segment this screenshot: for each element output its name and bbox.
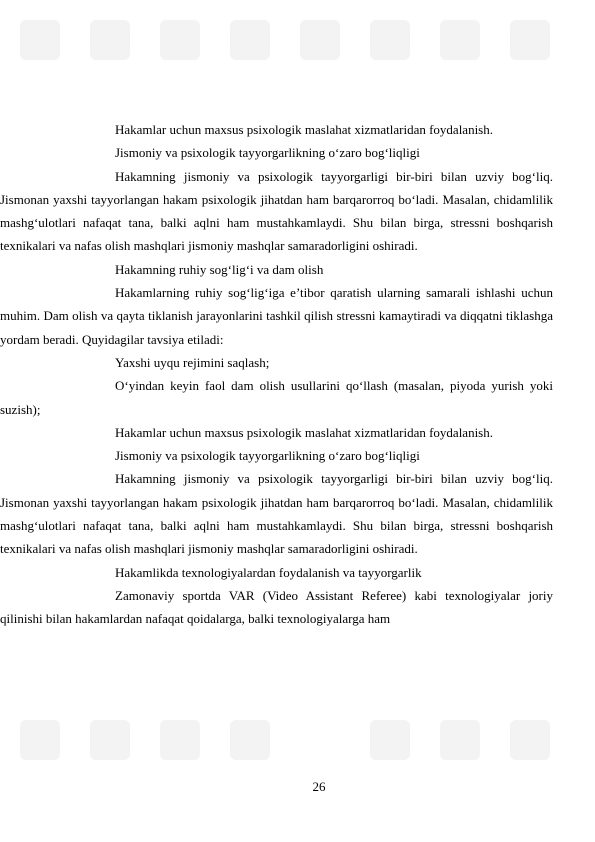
- paragraph-heading: Hakamning ruhiy sog‘lig‘i va dam olish: [115, 261, 324, 277]
- paragraph-body: Hakamlarning ruhiy sog‘lig‘iga e’tibor qaratish ularning samarali ishlashi uchun muhim. Dam olish va qayta tiklanish jarayonlarini tashkil qilish stressni kamaytiradi va diqqatni tiklashga yordam beradi. Quyidagilar tavsiya etiladi:: [0, 285, 553, 347]
- paragraph-body: Hakamning jismoniy va psixologik tayyorgarligi bir-biri bilan uzviy bog‘liq. Jismonan yaxshi tayyorlangan hakam psixologik jihatdan ham barqarorroq bo‘ladi. Masalan, chidamlilik mashg‘ulotlari nafaqat tana, balki aqlni ham mustahkamlaydi. Shu bilan birga, stressni boshqarish texnikalari va nafas olish mashqlari jismoniy mashqlar samaradorligini oshiradi.: [0, 168, 553, 254]
- paragraph-body: Zamonaviy sportda VAR (Video Assistant Referee) kabi texnologiyalar joriy qilinishi bilan hakamlardan nafaqat qoidalarga, balki texnologiyalarga ham: [0, 587, 553, 627]
- paragraph-heading: Hakamlar uchun maxsus psixologik maslahat xizmatlaridan foydalanish.: [115, 424, 493, 440]
- paragraph-body: Hakamning jismoniy va psixologik tayyorgarligi bir-biri bilan uzviy bog‘liq. Jismonan yaxshi tayyorlangan hakam psixologik jihatdan ham barqarorroq bo‘ladi. Masalan, chidamlilik mashg‘ulotlari nafaqat tana, balki aqlni ham mustahkamlaydi. Shu bilan birga, stressni boshqarish texnikalari va nafas olish mashqlari jismoniy mashqlar samaradorligini oshiradi.: [0, 471, 553, 557]
- paragraph-body: O‘yindan keyin faol dam olish usullarini qo‘llash (masalan, piyoda yurish yoki suzish);: [0, 378, 553, 417]
- paragraph-heading: Jismoniy va psixologik tayyorgarlikning o‘zaro bog‘liqligi: [115, 448, 420, 464]
- page-number: 26: [312, 779, 326, 794]
- paragraph-heading: Jismoniy va psixologik tayyorgarlikning o‘zaro bog‘liqligi: [115, 145, 420, 161]
- paragraph-heading: Hakamlikda texnologiyalardan foydalanish va tayyorgarlik: [115, 564, 422, 580]
- paragraph-heading: Yaxshi uyqu rejimini saqlash;: [115, 354, 270, 370]
- paragraph-heading: Hakamlar uchun maxsus psixologik maslahat xizmatlaridan foydalanish.: [115, 122, 493, 137]
- document-body: [0, 118, 553, 631]
